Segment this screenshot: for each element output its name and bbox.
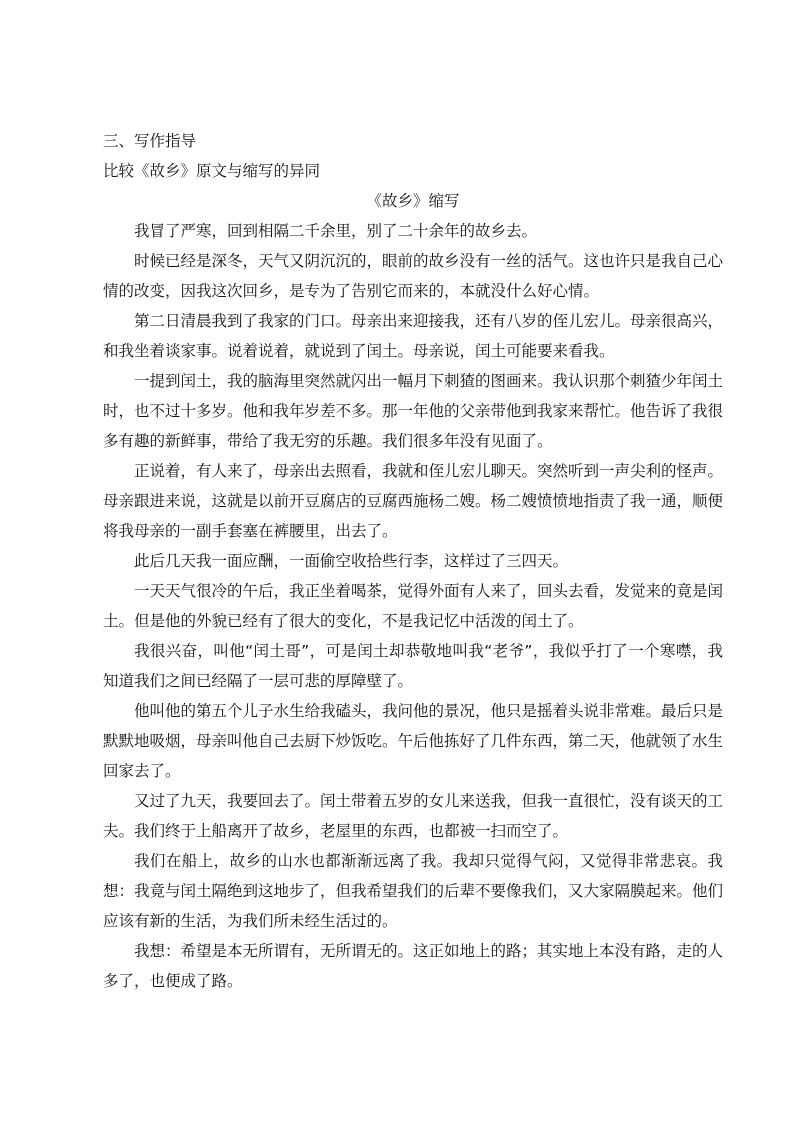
paragraph-5: 正说着，有人来了，母亲出去照看，我就和侄儿宏儿聊天。突然听到一声尖利的怪声。母亲跟进来说，这就是以前开豆腐店的豆腐西施杨二嫂。杨二嫂愤愤地指责了我一通，顺便将我母亲的一副手套塞在裤腰里，出去了。	[103, 462, 724, 540]
paragraph-10: 又过了九天，我要回去了。闰土带着五岁的女儿来送我，但我一直很忙，没有谈天的工夫。我们终于上船离开了故乡，老屋里的东西，也都被一扫而空了。	[103, 792, 724, 840]
paragraph-2: 时候已经是深冬，天气又阴沉沉的，眼前的故乡没有一丝的活气。这也许只是我自己心情的改变，因我这次回乡，是专为了告别它而来的，本就没什么好心情。	[103, 252, 724, 300]
paragraph-4: 一提到闰土，我的脑海里突然就闪出一幅月下刺猹的图画来。我认识那个刺猹少年闰土时，也不过十多岁。他和我年岁差不多。那一年他的父亲带他到我家来帮忙。他告诉了我很多有趣的新鲜事，带给了我无穷的乐趣。我们很多年没有见面了。	[103, 372, 724, 450]
paragraph-11: 我们在船上，故乡的山水也都渐渐远离了我。我却只觉得气闷，又觉得非常悲哀。我想：我竟与闰土隔绝到这地步了，但我希望我们的后辈不要像我们，又大家隔膜起来。他们应该有新的生活，为我们所未经生活过的。	[103, 852, 724, 930]
essay-title: 《故乡》缩写	[366, 192, 460, 210]
paragraph-12: 我想：希望是本无所谓有，无所谓无的。这正如地上的路；其实地上本没有路，走的人多了，也便成了路。	[103, 942, 724, 990]
document-page	[103, 126, 723, 996]
paragraph-1: 我冒了严寒，回到相隔二千余里，别了二十余年的故乡去。	[134, 222, 538, 240]
section-heading: 三、写作指导	[103, 132, 197, 150]
paragraph-9: 他叫他的第五个儿子水生给我磕头，我问他的景况，他只是摇着头说非常难。最后只是默默地吸烟，母亲叫他自己去厨下炒饭吃。午后他拣好了几件东西，第二天，他就领了水生回家去了。	[103, 702, 724, 780]
comparison-subheading: 比较《故乡》原文与缩写的异同	[103, 162, 321, 180]
paragraph-7: 一天天气很冷的午后，我正坐着喝茶，觉得外面有人来了，回头去看，发觉来的竟是闰土。但是他的外貌已经有了很大的变化，不是我记忆中活泼的闰土了。	[103, 582, 724, 630]
paragraph-8: 我很兴奋，叫他“闰土哥”，可是闰土却恭敬地叫我“老爷”，我似乎打了一个寒噤，我知道我们之间已经隔了一层可悲的厚障壁了。	[103, 642, 723, 690]
paragraph-3: 第二日清晨我到了我家的门口。母亲出来迎接我，还有八岁的侄儿宏儿。母亲很高兴，和我坐着谈家事。说着说着，就说到了闰土。母亲说，闰土可能要来看我。	[103, 312, 724, 360]
paragraph-6: 此后几天我一面应酬，一面偷空收拾些行李，这样过了三四天。	[134, 552, 569, 570]
